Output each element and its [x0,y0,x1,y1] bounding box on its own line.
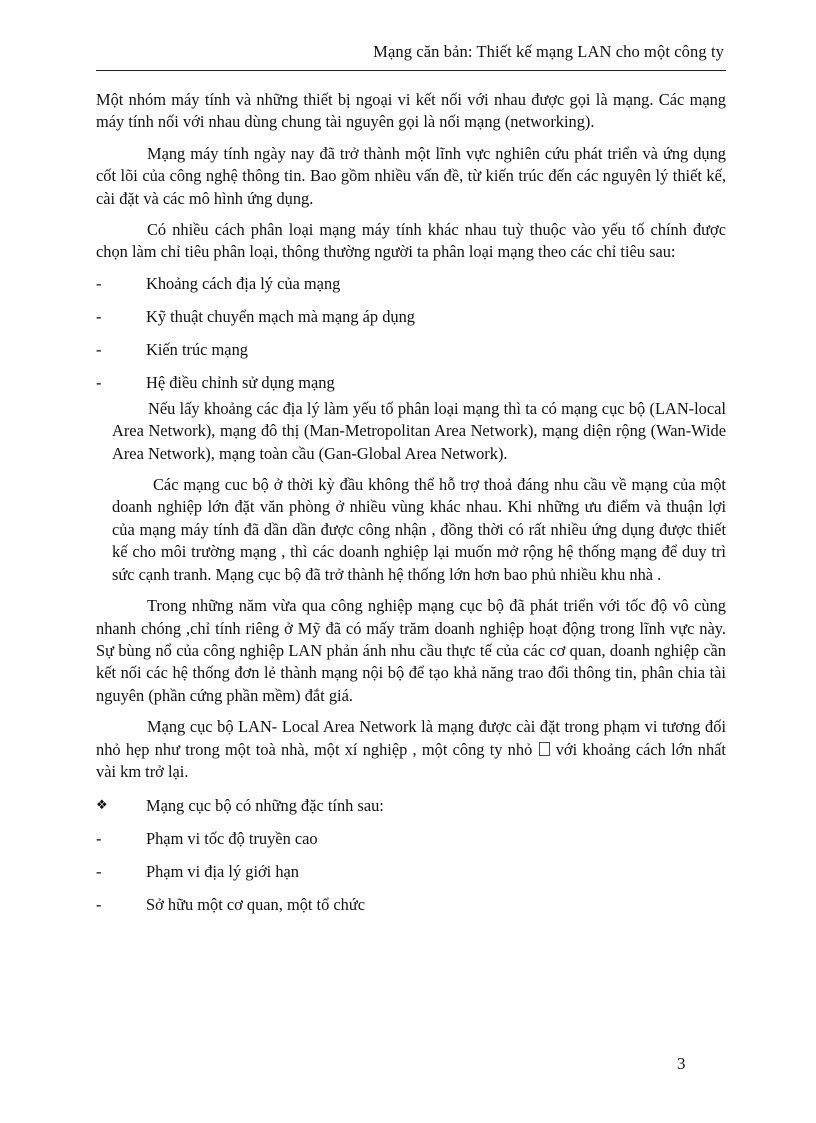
dash-marker: - [96,829,102,849]
diamond-bullet-icon: ❖ [96,798,108,814]
list-item [96,372,726,394]
list-item-text: Phạm vi tốc độ truyền cao [146,829,318,849]
dash-marker: - [96,306,102,326]
dash-marker: - [96,862,102,882]
dash-marker: - [96,895,102,915]
list-item-text: Hệ điều chỉnh sử dụng mạng [146,372,335,392]
dash-marker: - [96,339,102,359]
list-item [96,339,726,361]
list-item-text: Kỹ thuật chuyển mạch mà mạng áp dụng [146,306,416,326]
paragraph-geographic-types: Nếu lấy khoảng các địa lý làm yếu tố phân loại mạng thì ta có mạng cục bộ (LAN-local Area Network), mạng đô thị (Man-Metropolitan Area Network), mạng diện rộng (Wan-Wide Area Network), mạng toàn cầu (Gan-Global Area Network). [112,398,726,463]
list-item-text: Sở hữu một cơ quan, một tổ chức [146,895,366,915]
page-header [96,36,726,71]
missing-glyph-icon [539,742,550,756]
criteria-list [96,273,726,394]
paragraph-lan-definition [96,716,726,783]
paragraph-network-definition: Một nhóm máy tính và những thiết bị ngoại vi kết nối với nhau được gọi là mạng. Các mạng máy tính nối với nhau dùng chung tài nguyên gọi là nối mạng (networking). [96,90,726,132]
page-number: 3 [677,1054,686,1073]
list-item [96,273,726,295]
list-item [96,828,726,850]
lan-definition-text-start: Mạng cục bộ LAN- Local Area Network là mạng được cài đặt trong phạm vi tương đối nhỏ hẹp như trong một toà nhà, một xí nghiệp , một công ty nhỏ [96,717,726,759]
list-item [96,306,726,328]
lan-definition-text-end: với khoảng cách lớn nhất vài km trở lại. [96,739,726,781]
list-item [96,894,726,916]
header-title: Mạng căn bản: Thiết kế mạng LAN cho một công ty [373,42,724,61]
dash-marker: - [96,372,102,392]
list-heading [96,795,726,817]
paragraph-network-today: Mạng máy tính ngày nay đã trở thành một lĩnh vực nghiên cứu phát triển và ứng dụng cốt lõi của công nghệ thông tin. Bao gồm nhiều vấn đề, từ kiến trúc đến các nguyên lý thiết kế, cài đặt và các mô hình ứng dụng. [96,143,726,208]
paragraph-classification: Có nhiều cách phân loại mạng máy tính khác nhau tuỳ thuộc vào yếu tố chính được chọn làm chỉ tiêu phân loại, thông thường người ta phân loại mạng theo các chỉ tiêu sau: [96,220,726,262]
list-heading-text: Mạng cục bộ có những đặc tính sau: [146,796,384,816]
paragraph-early-lan: Các mạng cuc bộ ở thời kỳ đầu không thể hỗ trợ thoả đáng nhu cầu về mạng của một doanh nghiệp lớn đặt văn phòng ở nhiều vùng khác nhau. Khi những ưu điểm và thuận lợi của mạng máy tính đã dần dần được công nhận , đồng thời có rất nhiều ứng dụng được thiết kế cho môi trường mạng , thì các doanh nghiệp lại muốn mở rộng hệ thống mạng để duy trì sức cạnh tranh. Mạng cục bộ đã trở thành hệ thống lớn hơn bao phủ nhiều khu nhà . [112,475,726,584]
list-item-text: Phạm vi địa lý giới hạn [146,862,299,882]
paragraph-lan-industry: Trong những năm vừa qua công nghiệp mạng cục bộ đã phát triển với tốc độ vô cùng nhanh chóng ,chỉ tính riêng ở Mỹ đã có mấy trăm doanh nghiệp hoạt động trong lĩnh vực này. Sự bùng nổ của công nghiệp LAN phản ánh nhu cầu thực tế của các cơ quan, doanh nghiệp cần kết nối các hệ thống đơn lẻ thành mạng nội bộ để tạo khả năng trao đổi thông tin, phân chia tài nguyên (phần cứng phần mềm) đắt giá. [96,596,726,705]
list-item [96,861,726,883]
lan-features-list [96,795,726,916]
dash-marker: - [96,273,102,293]
list-item-text: Khoảng cách địa lý của mạng [146,273,341,293]
list-item-text: Kiến trúc mạng [146,339,248,359]
document-body [96,89,726,927]
